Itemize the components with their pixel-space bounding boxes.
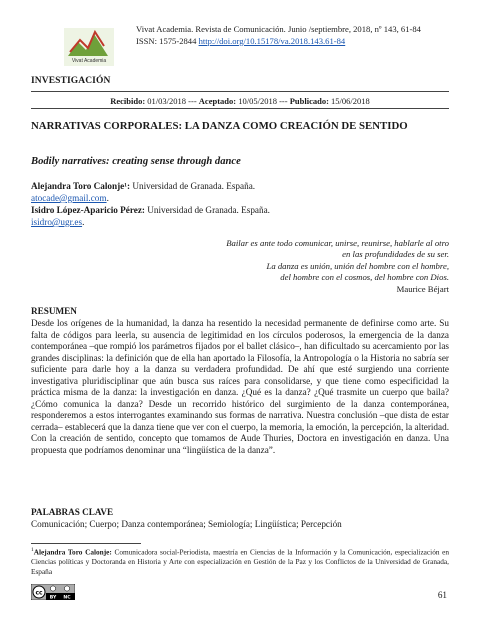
article-title-english: Bodily narratives: creating sense through dance xyxy=(31,156,241,167)
journal-logo xyxy=(64,28,114,66)
author-name: Alejandra Toro Calonje¹: xyxy=(31,181,131,191)
epigraph-line: La danza es unión, unión del hombre con el hombre, xyxy=(266,260,449,271)
author-affiliation: Universidad de Granada. España. xyxy=(147,205,270,215)
punctuation: . xyxy=(82,217,85,227)
issn: ISSN: 1575-2844 xyxy=(136,36,197,46)
epigraph xyxy=(89,238,449,295)
page-number: 61 xyxy=(437,590,447,600)
epigraph-author: Maurice Béjart xyxy=(396,283,449,294)
epigraph-line: Bailar es ante todo comunicar, unirse, reunirse, hablarle al otro xyxy=(226,238,449,248)
cc-license-badge[interactable] xyxy=(31,584,75,600)
cc-by-nc-icon xyxy=(31,584,75,600)
footnote-author: Alejandra Toro Calonje: xyxy=(33,547,112,557)
published-label: Publicado: xyxy=(289,96,329,106)
author-affiliation: Universidad de Granada. España. xyxy=(132,181,256,191)
article-dates xyxy=(31,96,449,106)
received-date: 01/03/2018 xyxy=(147,96,187,106)
svg-text:NC: NC xyxy=(63,595,71,600)
divider xyxy=(31,108,449,109)
logo-graphic xyxy=(64,28,114,66)
article-title: NARRATIVAS CORPORALES: LA DANZA COMO CREACIÓN DE SENTIDO xyxy=(31,120,408,132)
author-name: Isidro López-Aparicio Pérez: xyxy=(31,205,145,215)
author-entry xyxy=(31,204,451,216)
author-email-link[interactable]: atocade@gmail.com xyxy=(31,193,107,203)
author-entry xyxy=(31,180,451,192)
author-email-link[interactable]: isidro@ugr.es xyxy=(31,217,83,227)
divider xyxy=(31,91,449,92)
footnote xyxy=(31,546,449,576)
svg-text:cc: cc xyxy=(35,589,43,597)
section-label: INVESTIGACIÓN xyxy=(31,76,111,86)
epigraph-line: en las profundidades de su ser. xyxy=(342,249,449,260)
date-separator: --- xyxy=(188,96,197,106)
keywords-text: Comunicación; Cuerpo; Danza contemporánea; Semiología; Lingüística; Percepción xyxy=(31,519,342,529)
punctuation: . xyxy=(106,193,109,203)
author-email-row xyxy=(31,192,451,204)
keywords-heading: PALABRAS CLAVE xyxy=(31,507,114,517)
footnote-text: Comunicadora social-Periodista, maestría en Ciencias de la Información y la Comunicación, especialización en Ciencias políticas y Doctoranda en Historia y Arte con especialización en Gestión de la Paz y los Conflictos de la Universidad de Granada, España xyxy=(31,547,449,576)
svg-text:Vivat Academia: Vivat Academia xyxy=(71,58,107,64)
published-date: 15/06/2018 xyxy=(331,96,370,106)
epigraph-line: del hombre con el cosmos, del hombre con Dios. xyxy=(280,272,449,283)
abstract-heading: RESUMEN xyxy=(31,306,77,316)
author-email-row xyxy=(31,216,451,228)
issn-doi-line xyxy=(136,35,456,47)
abstract-text: Desde los orígenes de la humanidad, la danza ha resentido la necesidad permanente de definirse como arte. Su falta de códigos para leerla, su ausencia de legitimidad en los círculos poderosos, la emergencia de la danza contemporánea –que rompió los parámetros fijados por el ballet clásico–, han dificultado su acercamiento por las grandes disciplinas: la definición que de ella han aportado la Filosofía, la Antropología o la Historia no sabría ser suficiente para darle hoy a la danza su verdadera profundidad. De ahí que esté surgiendo una corriente investigativa pluridisciplinar que aún busca sus raíces para consolidarse, y que tiene como especificidad la práctica misma de la danza: la investigación en danza. ¿Qué es la danza? ¿Qué trasmite un cuerpo que baila? ¿Cómo comunica la danza? Desde un recorrido histórico del surgimiento de la danza contemporánea, responderemos a estos interrogantes examinando sus formas de narrativa. Nuestra conclusión –que dista de estar cerrada– establecerá que la danza tiene que ver con el cuerpo, la memoria, la emoción, la percepción, la alteridad. Con la creación de sentido, concepto que tomamos de Aude Thuries, Doctora en investigación en danza. Una propuesta que podríamos denominar una “lingüística de la danza”. xyxy=(31,318,449,456)
journal-citation xyxy=(136,23,456,47)
date-separator: --- xyxy=(279,96,288,106)
received-label: Recibido: xyxy=(110,96,146,106)
journal-line: Vivat Academia. Revista de Comunicación. Junio /septiembre, 2018, nº 143, 61-84 xyxy=(136,24,421,34)
footnote-divider xyxy=(31,543,141,544)
footnote-marker: 1 xyxy=(31,547,34,553)
accepted-date: 10/05/2018 xyxy=(238,96,277,106)
svg-text:BY: BY xyxy=(49,595,57,600)
doi-link[interactable]: http://doi.org/10.15178/va.2018.143.61-84 xyxy=(198,36,346,46)
accepted-label: Aceptado: xyxy=(198,96,237,106)
